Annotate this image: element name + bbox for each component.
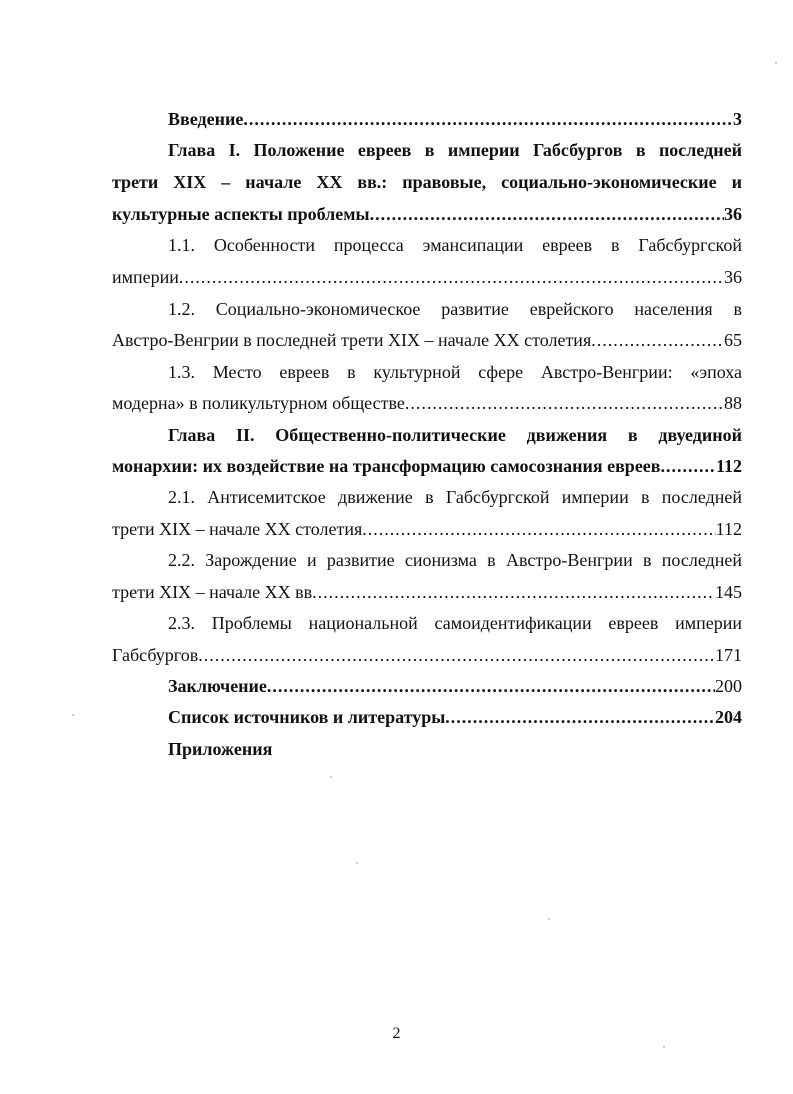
toc-page-number: 204 (715, 707, 742, 727)
toc-entry-sources (112, 702, 742, 733)
dot-leader (591, 325, 724, 356)
dot-leader (362, 514, 715, 545)
toc-entry-label: Введение (168, 109, 244, 129)
toc-entry-label: культурные аспекты проблемы (112, 204, 370, 224)
dot-leader (661, 451, 716, 482)
toc-entry-label: Заключение (168, 676, 267, 696)
toc-section-2-1-line-1: 2.1. Антисемитское движение в Габсбургской империи в последней (168, 487, 742, 507)
toc-page-number: 3 (733, 109, 742, 129)
toc-section-2-3-line-1: 2.3. Проблемы национальной самоидентификации евреев империи (168, 613, 742, 633)
toc-section-1-1-line-1: 1.1. Особенности процесса эмансипации евреев в Габсбургской (168, 235, 742, 255)
toc-section-1-3-line-2 (112, 388, 742, 419)
toc-entry-conclusion (112, 671, 742, 702)
toc-section-1-2-line-2 (112, 325, 742, 356)
toc-entry-label: трети XIX – начале XX столетия (112, 519, 363, 539)
toc-chapter-1-line-1: Глава I. Положение евреев в империи Габсбургов в последней (168, 140, 742, 160)
dot-leader (267, 671, 715, 702)
toc-entry-label: Приложения (168, 739, 273, 759)
dot-leader (179, 262, 724, 293)
toc-entry-label: империи (112, 267, 179, 287)
toc-page-number: 65 (724, 330, 742, 350)
scan-speck (356, 862, 358, 864)
toc-section-2-2-line-2 (112, 577, 742, 608)
toc-chapter-2-line-2 (112, 451, 742, 482)
toc-entry-intro (112, 104, 742, 135)
toc-chapter-2-line-1: Глава II. Общественно-политические движения в двуединой (168, 425, 742, 445)
toc-entry-label: Габсбургов (112, 645, 199, 665)
page-number: 2 (392, 1025, 401, 1042)
toc-chapter-1-line-3 (112, 199, 742, 230)
dot-leader (370, 199, 724, 230)
toc-page-number: 88 (724, 393, 742, 413)
toc-section-2-3-line-2 (112, 640, 742, 671)
toc-page-number: 36 (724, 267, 742, 287)
scan-speck (330, 776, 332, 778)
scan-speck (548, 918, 550, 920)
dot-leader (198, 640, 715, 671)
toc-entry-label: монархии: их воздействие на трансформацию самосознания евреев (112, 456, 661, 476)
scan-speck (775, 62, 777, 64)
dot-leader (405, 388, 724, 419)
toc-page-number: 200 (715, 676, 742, 696)
toc-entry-label: модерна» в поликультурном обществе (112, 393, 405, 413)
toc-section-1-1-line-2 (112, 262, 742, 293)
toc-section-1-2-line-1: 1.2. Социально-экономическое развитие еврейского населения в (168, 299, 742, 319)
toc-page-number: 112 (715, 519, 742, 539)
toc-page-number: 36 (724, 204, 742, 224)
toc-section-2-1-line-2 (112, 514, 742, 545)
scan-speck (663, 1046, 665, 1048)
toc-entry-appendix (112, 734, 742, 765)
dot-leader (243, 104, 733, 135)
toc-entry-label: Список источников и литературы (168, 707, 446, 727)
scan-speck (72, 714, 74, 716)
toc-page-number: 112 (715, 456, 742, 476)
toc-section-2-2-line-1: 2.2. Зарождение и развитие сионизма в Австро-Венгрии в последней (168, 550, 742, 570)
toc-entry-label: трети XIX – начале XX вв (112, 582, 313, 602)
toc-entry-label: Австро-Венгрии в последней трети XIX – начале XX столетия (112, 330, 592, 350)
toc-chapter-1-line-2: трети XIX – начале XX вв.: правовые, социально-экономические и (112, 172, 742, 192)
toc-page-number: 171 (715, 645, 742, 665)
dot-leader (312, 577, 715, 608)
toc-section-1-3-line-1: 1.3. Место евреев в культурной сфере Австро-Венгрии: «эпоха (168, 362, 742, 382)
toc-page-number: 145 (715, 582, 742, 602)
dot-leader (445, 702, 715, 733)
